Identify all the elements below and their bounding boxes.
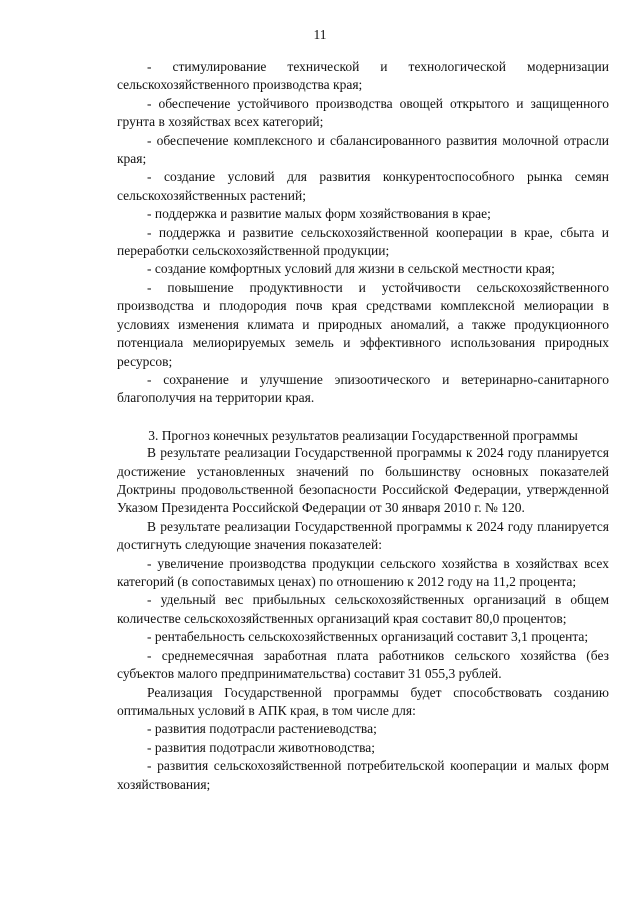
list-item: - повышение продуктивности и устойчивости сельскохозяйственного производства и плодородия почв края средствами комплексной мелиорации в условиях изменения климата и природных аномалий, а также продукционного потенциала мелиорируемых земель и эффективного использования природных ресурсов; [117,279,609,369]
list-item: - рентабельность сельскохозяйственных организаций составит 3,1 процента; [147,629,589,645]
paragraph: В результате реализации Государственной программы к 2024 году планируется достигнуть следующие значения показателей: [117,518,609,553]
list-item: - обеспечение устойчивого производства овощей открытого и защищенного грунта в хозяйствах всех категорий; [117,95,609,130]
page-number: 11 [313,27,327,42]
list-item: - развития подотрасли животноводства; [147,739,376,755]
section-heading: 3. Прогноз конечных результатов реализации Государственной программы [148,427,578,443]
list-item: - обеспечение комплексного и сбалансированного развития молочной отрасли края; [117,132,609,167]
paragraph: В результате реализации Государственной программы к 2024 году планируется достижение установленных значений по большинству основных показателей Доктрины продовольственной безопасности Российской Федерации, утвержденной Указом Президента Российской Федерации от 30 января 2010 г. № 120. [117,445,609,516]
list-item: - поддержка и развитие сельскохозяйственной кооперации в крае, сбыта и переработки сельскохозяйственной продукции; [117,224,609,259]
list-item: - развития подотрасли растениеводства; [147,721,377,737]
document-body [117,58,609,794]
list-item: - увеличение производства продукции сельского хозяйства в хозяйствах всех категорий (в сопоставимых ценах) по отношению к 2012 году на 11,2 процента; [117,555,609,590]
list-item: - поддержка и развитие малых форм хозяйствования в крае; [147,206,491,222]
list-item: - сохранение и улучшение эпизоотического и ветеринарно-санитарного благополучия на территории края. [117,371,609,406]
list-item: - создание комфортных условий для жизни в сельской местности края; [147,261,555,277]
list-item: - среднемесячная заработная плата работников сельского хозяйства (без субъектов малого предпринимательства) составит 31 055,3 рублей. [117,647,609,682]
list-item: - удельный вес прибыльных сельскохозяйственных организаций в общем количестве сельскохозяйственных организаций края составит 80,0 процентов; [117,592,609,626]
list-item: - создание условий для развития конкурентоспособного рынка семян сельскохозяйственных растений; [117,169,609,203]
list-item: - стимулирование технической и технологической модернизации сельскохозяйственного производства края; [117,59,609,93]
paragraph: Реализация Государственной программы будет способствовать созданию оптимальных условий в АПК края, в том числе для: [117,684,609,718]
list-item: - развития сельскохозяйственной потребительской кооперации и малых форм хозяйствования; [117,758,609,792]
